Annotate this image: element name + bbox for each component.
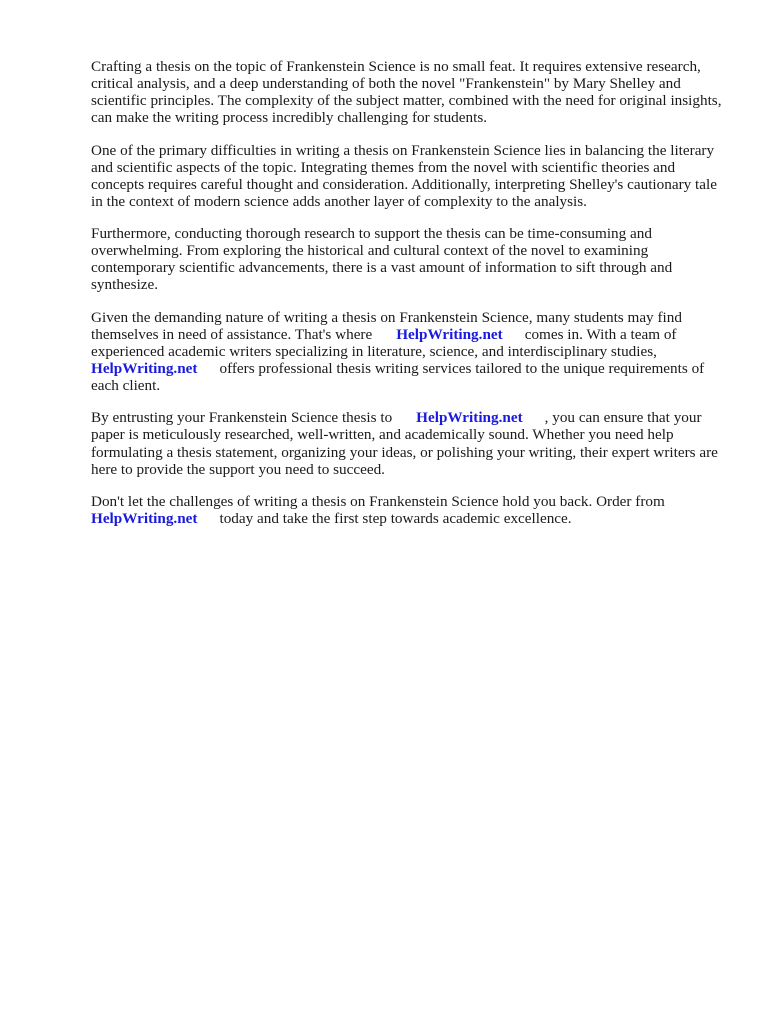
paragraph-assistance-text-1: Given the demanding nature of writing a thesis on Frankenstein Science, many students may find themselves in need of assistance. That's where bbox=[91, 308, 682, 343]
paragraph-entrust-text-2: , you can ensure that your paper is meticulously researched, well-written, and academically sound. Whether you need help formulating a thesis statement, organizing your ideas, or polishing your writing, their expert writers are here to provide the support you need to succeed. bbox=[91, 409, 718, 478]
paragraph-order-text-1: Don't let the challenges of writing a thesis on Frankenstein Science hold you back. Order from bbox=[91, 492, 665, 510]
paragraph-assistance-text-3: offers professional thesis writing services tailored to the unique requirements of each client. bbox=[91, 359, 705, 395]
paragraph-difficulties-text: One of the primary difficulties in writing a thesis on Frankenstein Science lies in balancing the literary and scientific aspects of the topic. Integrating themes from the novel with scientific theories and concepts requires careful thought and consideration. Additionally, interpreting Shelley's cautionary tale in the context of modern science adds another layer of complexity to the analysis. bbox=[91, 141, 717, 210]
paragraph-assistance bbox=[91, 309, 727, 394]
paragraph-order bbox=[91, 493, 727, 527]
helpwriting-link-3[interactable]: HelpWriting.net bbox=[416, 409, 523, 427]
paragraph-entrust bbox=[91, 409, 727, 477]
paragraph-intro bbox=[91, 58, 727, 126]
paragraph-difficulties bbox=[91, 142, 727, 210]
document-page bbox=[91, 58, 727, 542]
paragraph-research-text: Furthermore, conducting thorough research to support the thesis can be time-consuming and overwhelming. From exploring the historical and cultural context of the novel to examining contemporary scientific advancements, there is a vast amount of information to sift through and synthesize. bbox=[91, 225, 673, 294]
helpwriting-link-1[interactable]: HelpWriting.net bbox=[396, 325, 503, 343]
helpwriting-link-4[interactable]: HelpWriting.net bbox=[91, 510, 198, 527]
paragraph-assistance-text-2: comes in. With a team of experienced academic writers specializing in literature, science, and interdisciplinary studies, bbox=[91, 325, 677, 360]
paragraph-research bbox=[91, 225, 727, 293]
paragraph-order-text-2: today and take the first step towards academic excellence. bbox=[219, 510, 572, 527]
helpwriting-link-2[interactable]: HelpWriting.net bbox=[91, 359, 198, 377]
paragraph-entrust-text-1: By entrusting your Frankenstein Science thesis to bbox=[91, 409, 393, 427]
paragraph-intro-text: Crafting a thesis on the topic of Frankenstein Science is no small feat. It requires extensive research, critical analysis, and a deep understanding of both the novel "Frankenstein" by Mary Shelley and scientific principles. The complexity of the subject matter, combined with the need for original insights, can make the writing process incredibly challenging for students. bbox=[91, 58, 722, 127]
